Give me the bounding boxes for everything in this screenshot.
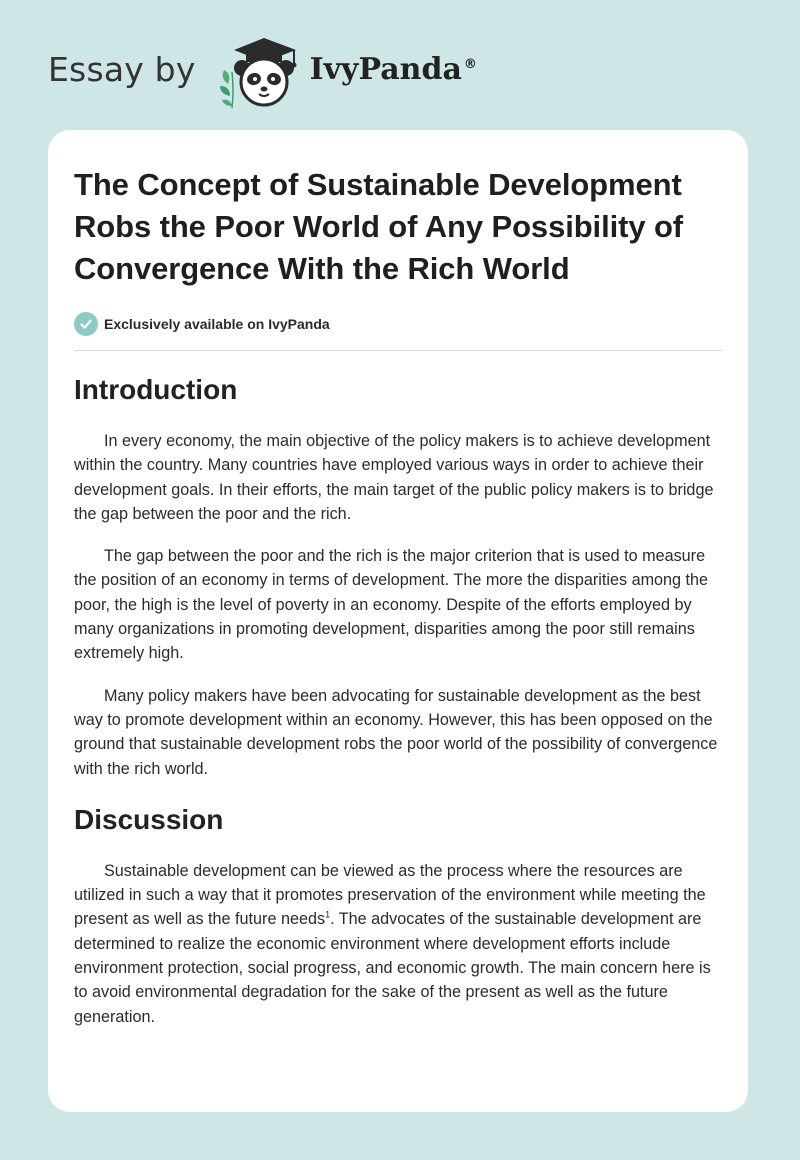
paragraph: Sustainable development can be viewed as the process where the resources are utilized in such a way that it promotes preservation of the environment while meeting the present as well as the future needs$^1$. The advocates of the sustainable development are determined to realize the economic environment where development efforts include environment protection, social progress, and economic growth. The main concern here is to avoid environmental degradation for the sake of the present as well as the future generation.: [74, 861, 711, 1026]
article-title: The Concept of Sustainable Development Robs the Poor World of Any Possibility of Convergence With the Rich World: [74, 167, 684, 286]
article-card: [48, 130, 748, 1112]
registered-mark: ®: [463, 56, 477, 72]
brand-header: [48, 34, 477, 110]
exclusive-badge: [74, 310, 722, 338]
check-icon: [74, 312, 98, 336]
essay-by-label: Essay by: [48, 49, 196, 89]
divider: [74, 350, 722, 351]
section-heading-introduction: Introduction: [74, 374, 238, 405]
paragraph: The gap between the poor and the rich is the major criterion that is used to measure the position of an economy in terms of development. The more the disparities among the poor, the high is the level of poverty in an economy. Despite of the efforts employed by many organizations in promoting development, disparities among the poor still remains extremely high.: [74, 547, 709, 663]
brand-name[interactable]: IvyPanda ®: [309, 51, 477, 87]
panda-graduation-cap-icon[interactable]: [214, 34, 308, 110]
section-heading-discussion: Discussion: [74, 803, 224, 835]
exclusive-label: Exclusively available on IvyPanda: [104, 316, 330, 332]
paragraph: In every economy, the main objective of the policy makers is to achieve development within the country. Many countries have employed various ways in order to achieve their development goals. In their efforts, the main target of the public policy makers is to bridge the gap between the poor and the rich.: [74, 432, 714, 523]
footnote-ref[interactable]: 1: [325, 910, 331, 921]
paragraph: Many policy makers have been advocating for sustainable development as the best way to promote development within an economy. However, this has been opposed on the ground that sustainable development robs the poor world of the possibility of convergence with the rich world.: [74, 686, 718, 778]
